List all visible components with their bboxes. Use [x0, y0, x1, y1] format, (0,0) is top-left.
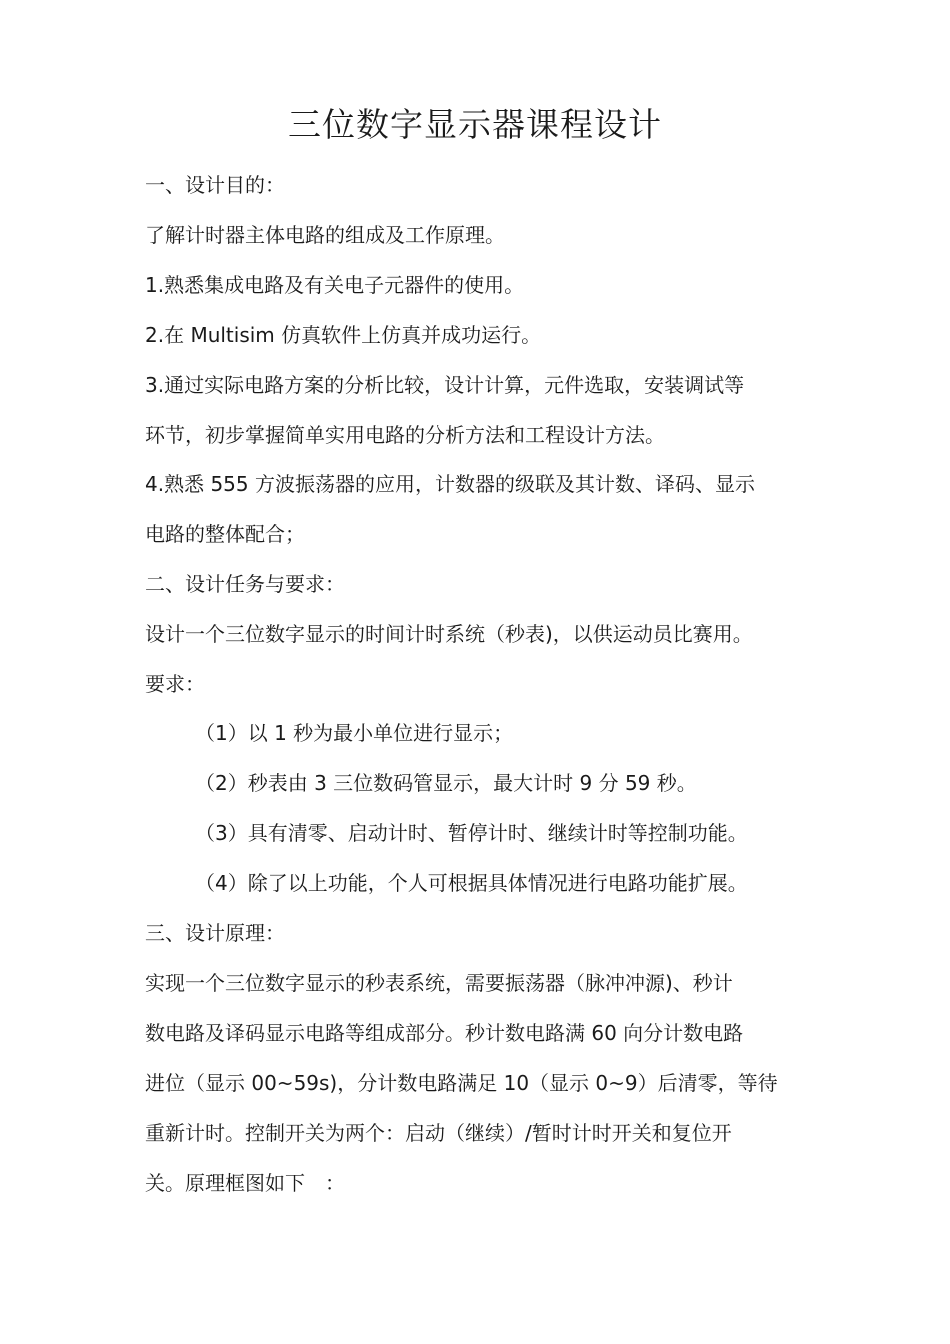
document-title: 三位数字显示器课程设计	[288, 105, 662, 144]
heading-principle: 三、设计原理：	[145, 921, 285, 945]
paragraph-line: 电路的整体配合；	[145, 522, 305, 546]
paragraph-line: 重新计时。控制开关为两个：启动（继续）/暂时计时开关和复位开	[145, 1121, 732, 1145]
requirement-item: （1）以 1 秒为最小单位进行显示；	[195, 721, 514, 745]
paragraph-line: 1.熟悉集成电路及有关电子元器件的使用。	[145, 273, 525, 297]
paragraph-line: 要求：	[145, 672, 205, 696]
requirement-item: （2）秒表由 3 三位数码管显示，最大计时 9 分 59 秒。	[195, 771, 697, 795]
paragraph-line: 2.在 Multisim 仿真软件上仿真并成功运行。	[145, 323, 542, 347]
requirement-item: （4）除了以上功能，个人可根据具体情况进行电路功能扩展。	[195, 871, 748, 895]
paragraph-line: 数电路及译码显示电路等组成部分。秒计数电路满 60 向分计数电路	[145, 1021, 744, 1045]
paragraph-line: 了解计时器主体电路的组成及工作原理。	[145, 223, 505, 247]
requirement-item: （3）具有清零、启动计时、暂停计时、继续计时等控制功能。	[195, 821, 748, 845]
paragraph-line: 设计一个三位数字显示的时间计时系统（秒表)，以供运动员比赛用。	[145, 622, 753, 646]
heading-purpose: 一、设计目的：	[145, 173, 285, 197]
heading-tasks: 二、设计任务与要求：	[145, 572, 345, 596]
paragraph-line: 环节，初步掌握简单实用电路的分析方法和工程设计方法。	[145, 423, 665, 447]
paragraph-line: 进位（显示 00~59s)，分计数电路满足 10（显示 0~9）后清零，等待	[145, 1071, 778, 1095]
paragraph-line: 实现一个三位数字显示的秒表系统，需要振荡器（脉冲冲源)、秒计	[145, 971, 733, 995]
paragraph-line: 4.熟悉 555 方波振荡器的应用，计数器的级联及其计数、译码、显示	[145, 472, 755, 496]
paragraph-line: 关。原理框图如下 ：	[145, 1171, 345, 1195]
paragraph-line: 3.通过实际电路方案的分析比较，设计计算，元件选取，安装调试等	[145, 373, 745, 397]
